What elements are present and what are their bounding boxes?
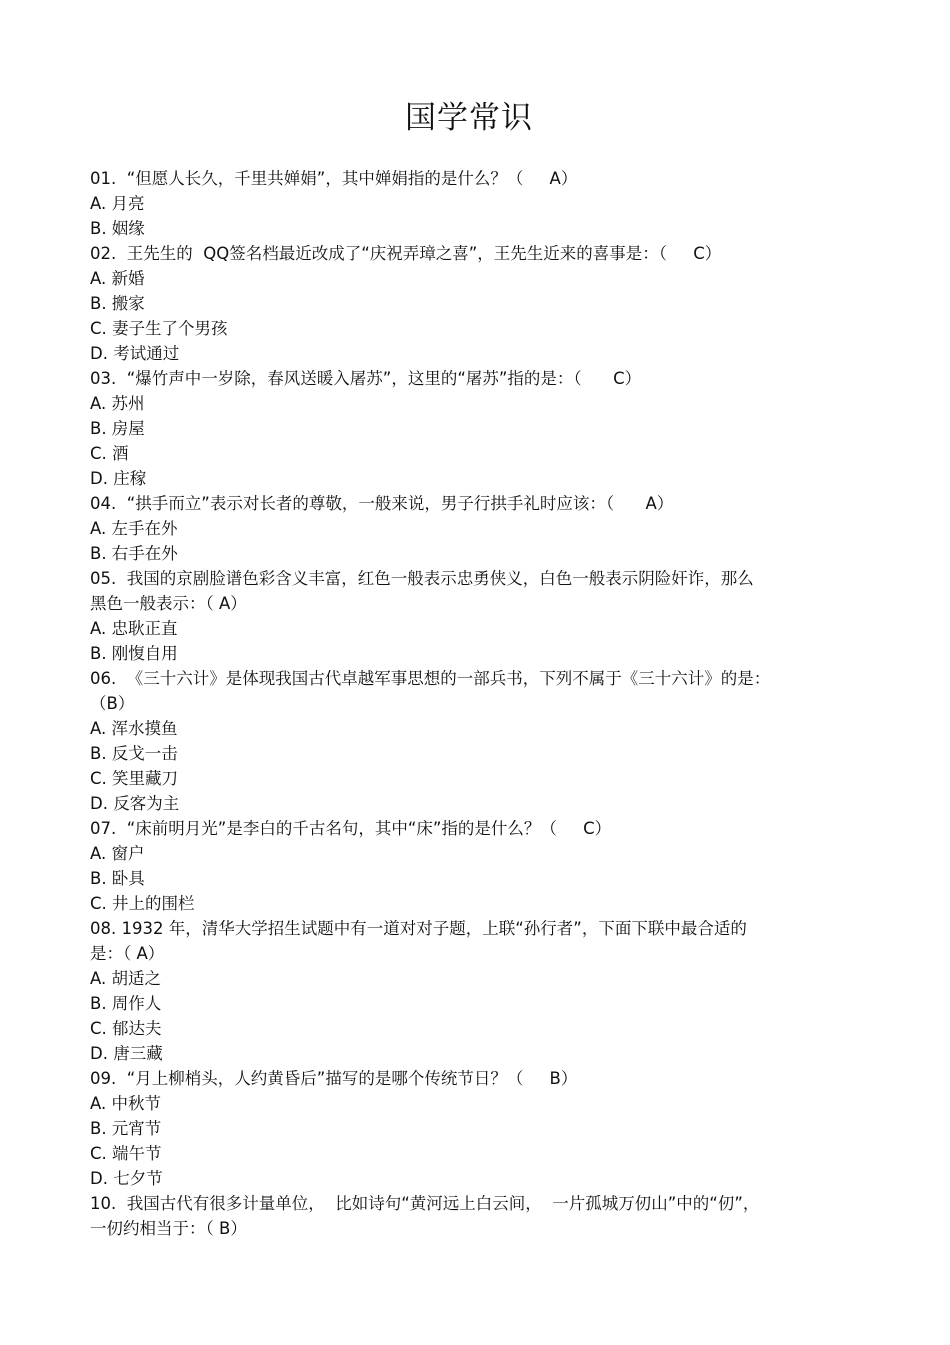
text-line: A. 苏州 xyxy=(90,394,145,413)
text-line: C. 郁达夫 xyxy=(90,1019,162,1038)
text-line: C. 酒 xyxy=(90,444,129,463)
question-line: 07. “床前明月光”是李白的千古名句，其中“床”指的是什么？（ C） xyxy=(90,819,612,838)
question-line: 09. “月上柳梢头，人约黄昏后”描写的是哪个传统节日？（ B） xyxy=(90,1069,578,1088)
text-line: A. 忠耿正直 xyxy=(90,619,178,638)
text-line: A. 胡适之 xyxy=(90,969,161,988)
document-title: 国学常识 xyxy=(405,100,533,136)
text-line: D. 反客为主 xyxy=(90,794,180,813)
question-line: 08. 1932 年，清华大学招生试题中有一道对对子题，上联“孙行者”，下面下联中最合适的 xyxy=(90,919,747,938)
question-line: 02. 王先生的 QQ签名档最近改成了“庆祝弄璋之喜”，王先生近来的喜事是：（ C） xyxy=(90,244,722,263)
text-line: C. 井上的围栏 xyxy=(90,894,195,913)
text-line: A. 中秋节 xyxy=(90,1094,161,1113)
text-line: A. 月亮 xyxy=(90,194,145,213)
text-line: D. 考试通过 xyxy=(90,344,180,363)
question-line: 06. 《三十六计》是体现我国古代卓越军事思想的一部兵书，下列不属于《三十六计》的是： xyxy=(90,669,771,688)
text-line: D. 庄稼 xyxy=(90,469,147,488)
text-line: 一仞约相当于：（ B） xyxy=(90,1219,247,1238)
text-line: 是：（ A） xyxy=(90,944,165,963)
text-line: B. 卧具 xyxy=(90,869,145,888)
question-line: 03. “爆竹声中一岁除，春风送暖入屠苏”，这里的“屠苏”指的是：（ C） xyxy=(90,369,642,388)
text-line: C. 笑里藏刀 xyxy=(90,769,179,788)
text-line: A. 窗户 xyxy=(90,844,145,863)
text-line: B. 刚愎自用 xyxy=(90,644,178,663)
text-line: （B） xyxy=(90,694,135,713)
question-line: 05. 我国的京剧脸谱色彩含义丰富，红色一般表示忠勇侠义，白色一般表示阴险奸诈，那么 xyxy=(90,569,754,588)
text-line: B. 元宵节 xyxy=(90,1119,162,1138)
text-line: B. 房屋 xyxy=(90,419,145,438)
text-line: A. 左手在外 xyxy=(90,519,178,538)
text-line: D. 七夕节 xyxy=(90,1169,163,1188)
text-line: C. 妻子生了个男孩 xyxy=(90,319,228,338)
text-line: A. 新婚 xyxy=(90,269,145,288)
question-line: 04. “拱手而立”表示对长者的尊敬，一般来说，男子行拱手礼时应该：（ A） xyxy=(90,494,674,513)
text-line: B. 搬家 xyxy=(90,294,145,313)
text-line: B. 右手在外 xyxy=(90,544,178,563)
text-line: C. 端午节 xyxy=(90,1144,162,1163)
text-line: B. 反戈一击 xyxy=(90,744,178,763)
text-line: A. 浑水摸鱼 xyxy=(90,719,178,738)
text-line: 黑色一般表示：（ A） xyxy=(90,594,247,613)
question-line: 01. “但愿人长久，千里共婵娟”，其中婵娟指的是什么？（ A） xyxy=(90,169,578,188)
text-line: B. 姻缘 xyxy=(90,219,145,238)
document-body xyxy=(90,166,850,1241)
text-line: B. 周作人 xyxy=(90,994,162,1013)
text-line: D. 唐三藏 xyxy=(90,1044,163,1063)
question-line: 10. 我国古代有很多计量单位， 比如诗句“黄河远上白云间， 一片孤城万仞山”中的“仞”， xyxy=(90,1194,760,1213)
